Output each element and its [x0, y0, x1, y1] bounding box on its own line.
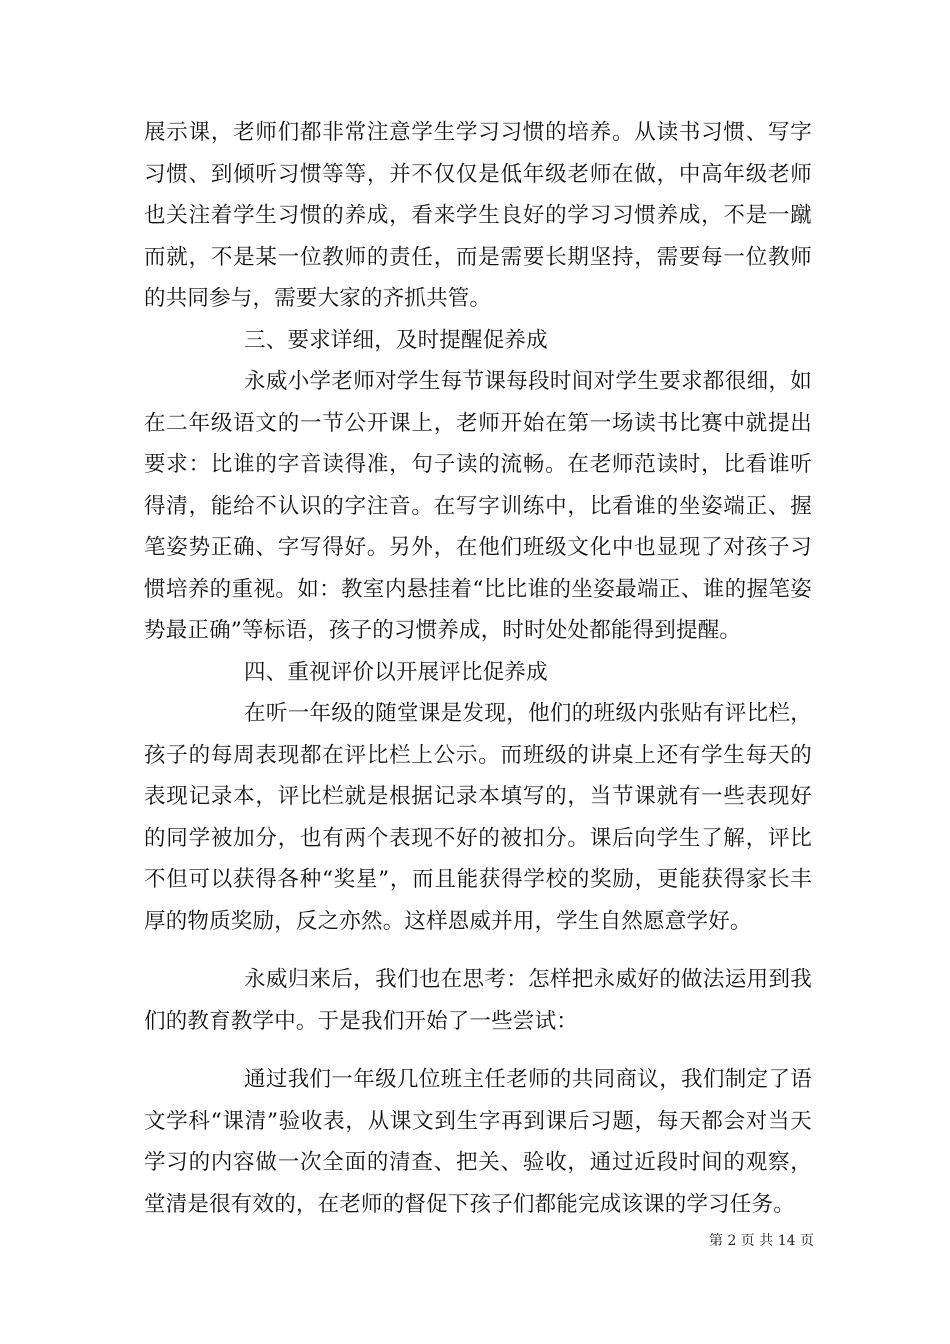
paragraph-continued: 展示课，老师们都非常注意学生学习习惯的培养。从读书习惯、写字习惯、到倾听习惯等等，并不仅仅是低年级老师在做，中高年级老师也关注着学生习惯的养成，看来学生良好的学习习惯养成，不是一蹴而就，不是某一位教师的责任，而是需要长期坚持，需要每一位教师的共同参与，需要大家的齐抓共管。	[144, 120, 812, 311]
document-body	[144, 112, 812, 1225]
page-number-footer: 第 2 页 共 14 页	[709, 1233, 814, 1249]
paragraph-requirements: 永威小学老师对学生每节课每段时间对学生要求都很细，如在二年级语文的一节公开课上，老师开始在第一场读书比赛中就提出要求：比谁的字音读得准，句子读的流畅。在老师范读时，比看谁听得清，能给不认识的字注音。在写字训练中，比看谁的坐姿端正、握笔姿势正确、字写得好。另外，在他们班级文化中也显现了对孩子习惯培养的重视。如：教室内悬挂着“比比谁的坐姿最端正、谁的握笔姿势最正确”等标语，孩子的习惯养成，时时处处都能得到提醒。	[144, 369, 812, 643]
paragraph-evaluation: 在听一年级的随堂课是发现，他们的班级内张贴有评比栏，孩子的每周表现都在评比栏上公示。而班级的讲桌上还有学生每天的表现记录本，评比栏就是根据记录本填写的，当节课就有一些表现好的同学被加分，也有两个表现不好的被扣分。课后向学生了解，评比不但可以获得各种“奖星”，而且能获得学校的奖励，更能获得家长丰厚的物质奖励，反之亦然。这样恩威并用，学生自然愿意学好。	[144, 701, 812, 934]
section-heading-4: 四、重视评价以开展评比促养成	[244, 659, 548, 685]
section-heading-3: 三、要求详细，及时提醒促养成	[244, 327, 548, 353]
paragraph-practice: 通过我们一年级几位班主任老师的共同商议，我们制定了语文学科“课清”验收表，从课文到生字再到课后习题，每天都会对当天学习的内容做一次全面的清查、把关、验收，通过近段时间的观察，堂清是很有效的，在老师的督促下孩子们都能完成该课的学习任务。	[144, 1067, 812, 1217]
paragraph-reflection: 永威归来后，我们也在思考：怎样把永威好的做法运用到我们的教育教学中。于是我们开始了一些尝试：	[144, 967, 812, 1034]
